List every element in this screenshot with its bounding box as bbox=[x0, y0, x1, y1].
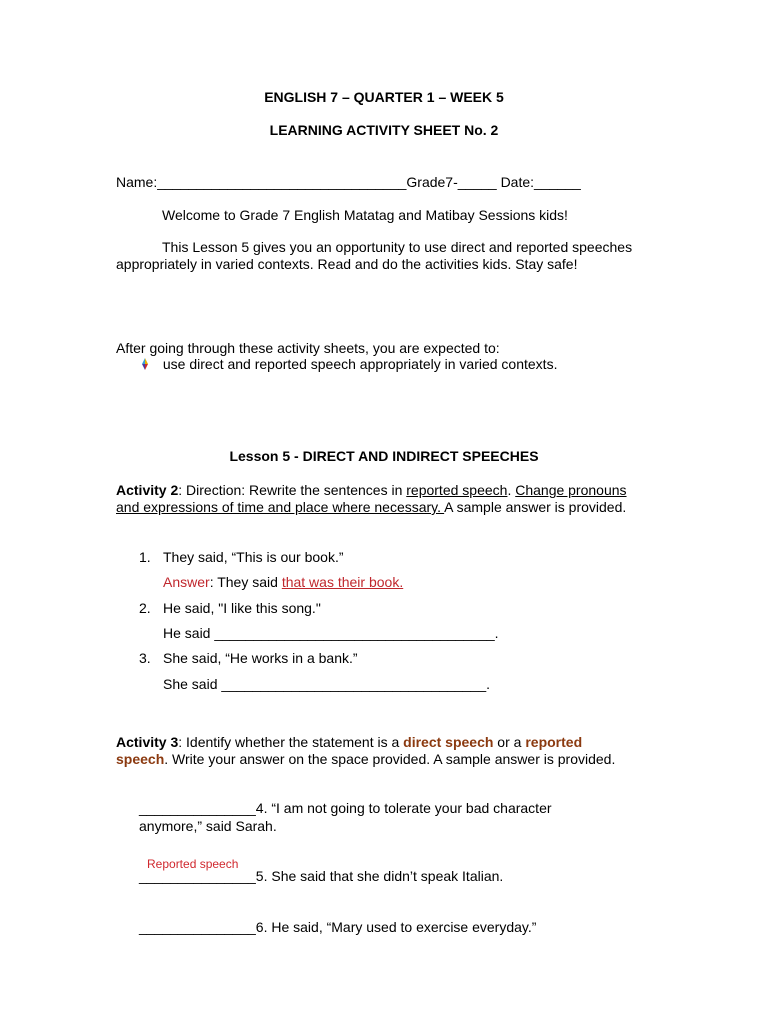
item-1-text: They said, “This is our book.” bbox=[163, 549, 344, 565]
answer-line-2: He said ____________________________________. bbox=[163, 625, 499, 641]
bullet-icon bbox=[139, 358, 151, 370]
item-3-text: She said, “He works in a bank.” bbox=[163, 650, 358, 666]
expectation-text: After going through these activity sheets, you are expected to: bbox=[116, 340, 500, 356]
welcome-text: Welcome to Grade 7 English Matatag and Matibay Sessions kids! bbox=[162, 207, 568, 223]
page-subtitle: LEARNING ACTIVITY SHEET No. 2 bbox=[269, 122, 499, 138]
answer-line-3: She said __________________________________. bbox=[163, 676, 490, 692]
item-number: 3. bbox=[139, 650, 151, 666]
activity3-directions: Activity 3: Identify whether the statement is a direct speech or a reported speech. Write your answer on the space provided. A sample answer is provided. bbox=[116, 734, 616, 767]
activity2-directions: Activity 2: Direction: Rewrite the sentences in reported speech. Change pronouns and expressions of time and place where necessary. A sample answer is provided. bbox=[116, 482, 627, 515]
item-number: 1. bbox=[139, 549, 151, 565]
objective-item bbox=[139, 356, 557, 372]
item-2-text: He said, "I like this song." bbox=[163, 600, 321, 616]
question-6: _______________6. He said, “Mary used to exercise everyday.” bbox=[139, 919, 537, 935]
question-5: _______________5. She said that she didn’t speak Italian. bbox=[139, 868, 504, 884]
objective-text: use direct and reported speech appropriately in varied contexts. bbox=[162, 356, 558, 372]
name-line: Name:________________________________Grade7-_____ Date:______ bbox=[116, 174, 581, 190]
intro-paragraph: This Lesson 5 gives you an opportunity to use direct and reported speeches appropriately in varied contexts. Read and do the activities kids. Stay safe! bbox=[116, 239, 633, 272]
sample-answer: Answer: They said that was their book. bbox=[163, 574, 404, 590]
question-4-line1: _______________4. “I am not going to tolerate your bad character bbox=[139, 800, 552, 816]
lesson-title: Lesson 5 - DIRECT AND INDIRECT SPEECHES bbox=[229, 448, 539, 464]
question-4-line2: anymore,” said Sarah. bbox=[139, 818, 277, 834]
handwritten-answer: Reported speech bbox=[147, 857, 239, 871]
page-title: ENGLISH 7 – QUARTER 1 – WEEK 5 bbox=[264, 89, 504, 105]
item-number: 2. bbox=[139, 600, 151, 616]
